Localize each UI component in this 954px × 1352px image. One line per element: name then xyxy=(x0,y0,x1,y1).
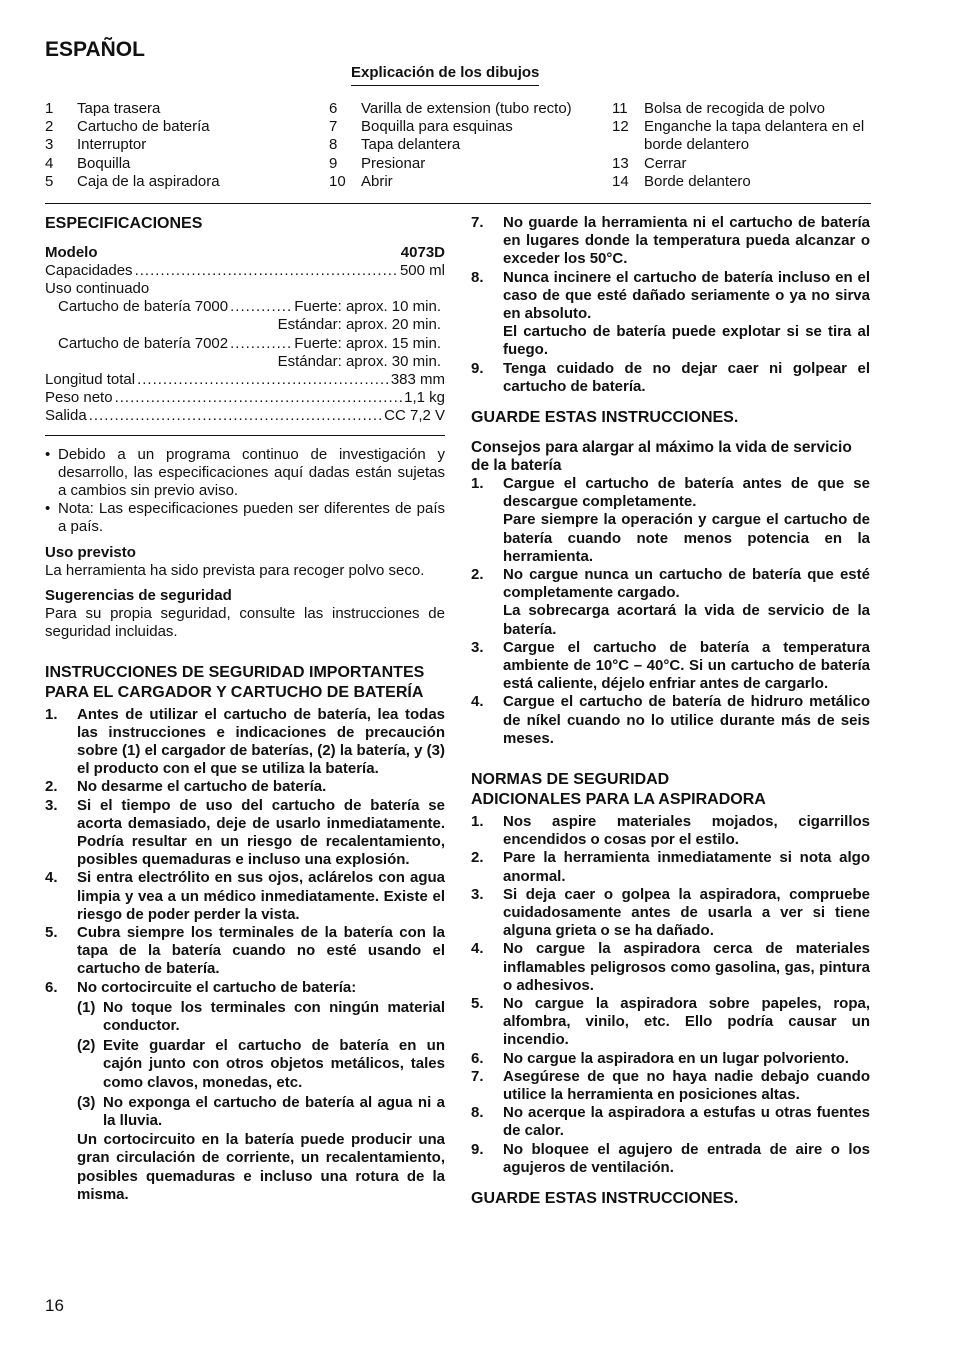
drawings-explanation-title: Explicación de los dibujos xyxy=(351,64,539,86)
legend-item xyxy=(329,136,604,154)
legend-item xyxy=(612,100,872,118)
vacuum-safety-title-line2: ADICIONALES PARA LA ASPIRADORA xyxy=(471,791,766,809)
charger-safety-title: INSTRUCCIONES DE SEGURIDAD IMPORTANTES PARA EL CARGADOR Y CARTUCHO DE BATERÍA xyxy=(45,663,425,702)
legend-item xyxy=(612,155,872,173)
intended-use-text: La herramienta ha sido prevista para recoger polvo seco. xyxy=(45,561,425,579)
battery-life-item xyxy=(471,693,870,748)
item-text: No desarme el cartucho de batería. xyxy=(77,778,327,796)
item-number: 4. xyxy=(471,940,484,958)
charger-safety-subitem xyxy=(77,1037,445,1092)
specs-divider xyxy=(45,435,445,436)
legend-text: Presionar xyxy=(361,154,426,172)
legend-text: Interruptor xyxy=(77,136,147,154)
spec-cart7000-row xyxy=(45,298,445,316)
legend-item xyxy=(329,118,604,136)
legend-num: 5 xyxy=(45,172,54,190)
legend-num: 2 xyxy=(45,118,54,136)
spec-label: Salida xyxy=(45,407,87,425)
legend-num: 11 xyxy=(612,100,628,117)
vacuum-safety-item xyxy=(471,1141,870,1177)
spec-bullet-text: Debido a un programa continuo de investigación y desarrollo, las especificaciones aquí dadas están sujetas a cambios sin previo aviso. xyxy=(58,445,445,499)
legend-text: Tapa delantera xyxy=(361,136,461,154)
legend-item xyxy=(329,173,604,191)
item-text: Si el tiempo de uso del cartucho de batería se acorta demasiado, deje de usarlo inmediatamente. Podría resultar en un riesgo de recalentamiento, posibles quemaduras e incluso una explosión. xyxy=(77,796,445,869)
item-number: 2. xyxy=(45,778,58,796)
legend-item xyxy=(45,173,310,191)
intended-use-title: Uso previsto xyxy=(45,543,136,561)
subitem-number: (3) xyxy=(77,1093,96,1111)
legend-text: Cartucho de batería xyxy=(77,118,210,136)
item-number: 5. xyxy=(471,995,484,1013)
vacuum-safety-item xyxy=(471,813,870,849)
item-text: Si entra electrólito en sus ojos, aclárelos con agua limpia y vea a un médico inmediatamente. Existe el riesgo de poder perder la vista. xyxy=(77,869,445,923)
charger-safety-item xyxy=(45,924,445,979)
legend-column-2 xyxy=(329,100,604,191)
charger-safety-subitem xyxy=(77,999,445,1035)
legend-item xyxy=(45,118,310,136)
save-instructions-heading: GUARDE ESTAS INSTRUCCIONES. xyxy=(471,1190,739,1208)
spec-label: Capacidades xyxy=(45,261,133,279)
item-number: 7. xyxy=(471,214,484,231)
spec-label: Cartucho de batería 7000 xyxy=(58,298,229,316)
item-number: 6. xyxy=(471,1049,484,1067)
legend-text: Borde delantero xyxy=(644,172,751,190)
item-text: No acerque la aspiradora a estufas u otras fuentes de calor. xyxy=(503,1104,870,1140)
legend-text: Bolsa de recogida de polvo xyxy=(644,100,825,117)
item-number: 1. xyxy=(45,705,58,723)
spec-bullet xyxy=(45,500,445,536)
battery-life-item xyxy=(471,475,870,511)
charger-safety-item xyxy=(471,214,870,269)
legend-text: Caja de la aspiradora xyxy=(77,172,220,190)
item-number: 5. xyxy=(45,924,58,941)
spec-value: CC 7,2 V xyxy=(384,407,445,425)
bullet-mark: • xyxy=(45,445,51,463)
legend-item xyxy=(45,155,310,173)
legend-num: 12 xyxy=(612,118,629,136)
explosion-note: El cartucho de batería puede explotar si se tira al fuego. xyxy=(503,323,870,359)
vacuum-safety-item xyxy=(471,1104,870,1140)
item-text: Cargue el cartucho de batería de hidruro metálico de níkel cuando no lo utilice durante más de seis meses. xyxy=(503,693,870,747)
item-number: 4. xyxy=(45,869,58,887)
spec-capacity-row xyxy=(45,262,445,280)
item-text: No cargue la aspiradora sobre papeles, ropa, alfombra, vinilo, etc. Ello podría causar un incendio. xyxy=(503,995,870,1049)
legend-column-3 xyxy=(612,100,872,191)
charger-safety-item xyxy=(45,797,445,870)
item-number: 2. xyxy=(471,849,484,867)
spec-output-row xyxy=(45,407,445,425)
item-text: No bloquee el agujero de entrada de aire o los agujeros de ventilación. xyxy=(503,1140,870,1176)
legend-text: Boquilla para esquinas xyxy=(361,118,513,136)
section-divider xyxy=(45,203,871,204)
spec-value: 500 ml xyxy=(399,261,445,279)
spec-value: Fuerte: aprox. 15 min. xyxy=(294,334,441,352)
legend-item xyxy=(329,155,604,173)
item-text: No cargue la aspiradora cerca de materiales inflamables peligrosos como gasolina, gas, pintura o adhesivos. xyxy=(503,940,870,994)
spec-value: 4073D xyxy=(400,243,445,261)
item-number: 9. xyxy=(471,359,484,377)
charger-safety-subitem xyxy=(77,1094,445,1130)
item-number: 8. xyxy=(471,268,484,286)
charger-safety-item xyxy=(471,360,870,396)
charger-safety-item xyxy=(45,979,445,997)
vacuum-safety-title-line1: NORMAS DE SEGURIDAD xyxy=(471,770,670,788)
specs-title: ESPECIFICACIONES xyxy=(45,215,203,232)
item-text: Nunca incinere el cartucho de batería incluso en el caso de que esté dañado seriamente o ya no sirva en absoluto. xyxy=(503,268,870,323)
vacuum-safety-item xyxy=(471,886,870,941)
item-text: Cubra siempre los terminales de la batería con la tapa de la batería cuando no esté usando el cartucho de batería. xyxy=(77,924,445,978)
legend-num: 8 xyxy=(329,136,338,154)
safety-tips-title: Sugerencias de seguridad xyxy=(45,586,232,604)
spec-weight-row xyxy=(45,389,445,407)
battery-life-note: La sobrecarga acortará la vida de servicio de la batería. xyxy=(503,602,870,638)
item-text: Cargue el cartucho de batería a temperatura ambiente de 10°C – 40°C. Si un cartucho de batería está caliente, déjelo enfriar antes de cargarlo. xyxy=(503,638,870,693)
legend-text: Abrir xyxy=(361,172,393,190)
battery-life-note: Pare siempre la operación y cargue el cartucho de batería cuando note menos potencia en la herramienta. xyxy=(503,511,870,565)
save-instructions-heading: GUARDE ESTAS INSTRUCCIONES. xyxy=(471,409,739,427)
subitem-text: No toque los terminales con ningún material conductor. xyxy=(103,998,445,1035)
item-text: No cargue nunca un cartucho de batería que esté completamente cargado. xyxy=(503,565,870,602)
item-text: Asegúrese de que no haya nadie debajo cuando utilice la herramienta en posiciones altas. xyxy=(503,1067,870,1104)
spec-cart7000-standard: Estándar: aprox. 20 min. xyxy=(277,316,441,334)
legend-num: 7 xyxy=(329,118,338,136)
vacuum-safety-item xyxy=(471,1068,870,1104)
item-text: Cargue el cartucho de batería antes de que se descargue completamente. xyxy=(503,474,870,511)
item-number: 7. xyxy=(471,1067,484,1085)
spec-length-row xyxy=(45,371,445,389)
spec-value: Fuerte: aprox. 10 min. xyxy=(294,298,441,316)
battery-life-item xyxy=(471,639,870,694)
item-text: Tenga cuidado de no dejar caer ni golpear el cartucho de batería. xyxy=(503,359,870,395)
subitem-number: (2) xyxy=(77,1037,96,1055)
page-number: 16 xyxy=(45,1296,64,1315)
item-number: 3. xyxy=(471,638,484,656)
charger-safety-item xyxy=(45,706,445,779)
spec-cart7002-row xyxy=(45,335,445,353)
legend-text: Varilla de extension (tubo recto) xyxy=(361,100,572,117)
spec-label: Longitud total xyxy=(45,370,136,388)
subitem-number: (1) xyxy=(77,998,96,1016)
legend-num: 9 xyxy=(329,154,338,172)
legend-text: Cerrar xyxy=(644,154,687,172)
vacuum-safety-item xyxy=(471,940,870,995)
language-heading: ESPAÑOL xyxy=(45,38,145,61)
charger-safety-item xyxy=(45,778,445,796)
item-text: No cargue la aspiradora en un lugar polvoriento. xyxy=(503,1049,849,1067)
spec-label: Peso neto xyxy=(45,389,113,407)
vacuum-safety-item xyxy=(471,995,870,1050)
legend-num: 3 xyxy=(45,136,54,154)
safety-tips-text: Para su propia seguridad, consulte las instrucciones de seguridad incluidas. xyxy=(45,605,445,641)
item-number: 3. xyxy=(471,885,484,903)
spec-label: Modelo xyxy=(45,243,98,261)
legend-num: 4 xyxy=(45,154,54,172)
bullet-mark: • xyxy=(45,500,51,518)
item-number: 2. xyxy=(471,565,484,583)
right-column xyxy=(471,214,870,1210)
legend-item xyxy=(329,100,604,118)
spec-label: Cartucho de batería 7002 xyxy=(58,334,229,352)
item-text: No cortocircuite el cartucho de batería: xyxy=(77,978,357,996)
legend-item xyxy=(612,118,872,154)
item-number: 8. xyxy=(471,1104,484,1122)
legend-num: 10 xyxy=(329,172,346,190)
item-number: 3. xyxy=(45,796,58,814)
item-text: No guarde la herramienta ni el cartucho de batería en lugares donde la temperatura pueda alcanzar o exceder los 50°C. xyxy=(503,214,870,268)
item-number: 4. xyxy=(471,693,484,711)
vacuum-safety-item xyxy=(471,1050,870,1068)
vacuum-safety-item xyxy=(471,849,870,885)
charger-safety-item xyxy=(45,869,445,924)
left-column xyxy=(45,214,445,1204)
spec-value: 383 mm xyxy=(390,370,445,388)
short-circuit-note: Un cortocircuito en la batería puede producir una gran circulación de corriente, un recalentamiento, posibles quemaduras e incluso una rotura de la misma. xyxy=(77,1131,445,1203)
item-number: 9. xyxy=(471,1140,484,1158)
legend-num: 14 xyxy=(612,172,629,190)
item-text: Si deja caer o golpea la aspiradora, compruebe cuidadosamente antes de usarla a ver si tiene alguna grieta o se ha dañado. xyxy=(503,885,870,940)
legend-num: 6 xyxy=(329,100,338,117)
spec-continuous-label: Uso continuado xyxy=(45,279,150,297)
legend-text: Tapa trasera xyxy=(77,100,161,117)
spec-value: 1,1 kg xyxy=(404,389,445,407)
legend-column-1 xyxy=(45,100,310,191)
subitem-text: Evite guardar el cartucho de batería en un cajón junto con otros objetos metálicos, tales como clavos, monedas, etc. xyxy=(103,1037,445,1091)
legend-num: 1 xyxy=(45,100,54,117)
spec-cart7002-standard: Estándar: aprox. 30 min. xyxy=(277,352,441,370)
legend-text: Boquilla xyxy=(77,154,131,172)
subitem-text: No exponga el cartucho de batería al agua ni a la lluvia. xyxy=(103,1093,445,1130)
item-text: Antes de utilizar el cartucho de batería, lea todas las instrucciones e indicaciones de precaución sobre (1) el cargador de baterías, (2) la batería, y (3) el producto con el que se utiliza la batería. xyxy=(77,705,445,778)
charger-safety-item xyxy=(471,269,870,324)
legend-item xyxy=(612,173,872,191)
legend-item xyxy=(45,136,310,154)
spec-model-row xyxy=(45,244,445,262)
battery-life-item xyxy=(471,566,870,602)
item-number: 6. xyxy=(45,978,58,996)
item-text: Nos aspire materiales mojados, cigarrillos encendidos o cosas por el estilo. xyxy=(503,812,870,849)
spec-bullet-text: Nota: Las especificaciones pueden ser diferentes de país a país. xyxy=(58,500,445,536)
item-number: 1. xyxy=(471,812,484,830)
spec-bullet xyxy=(45,446,445,501)
legend-text: Enganche la tapa delantera en el borde delantero xyxy=(644,118,865,154)
legend-item xyxy=(45,100,310,118)
item-text: Pare la herramienta inmediatamente si nota algo anormal. xyxy=(503,849,870,885)
item-number: 1. xyxy=(471,474,484,492)
legend-num: 13 xyxy=(612,154,629,172)
battery-life-title: Consejos para alargar al máximo la vida de servicio de la batería xyxy=(471,438,852,474)
